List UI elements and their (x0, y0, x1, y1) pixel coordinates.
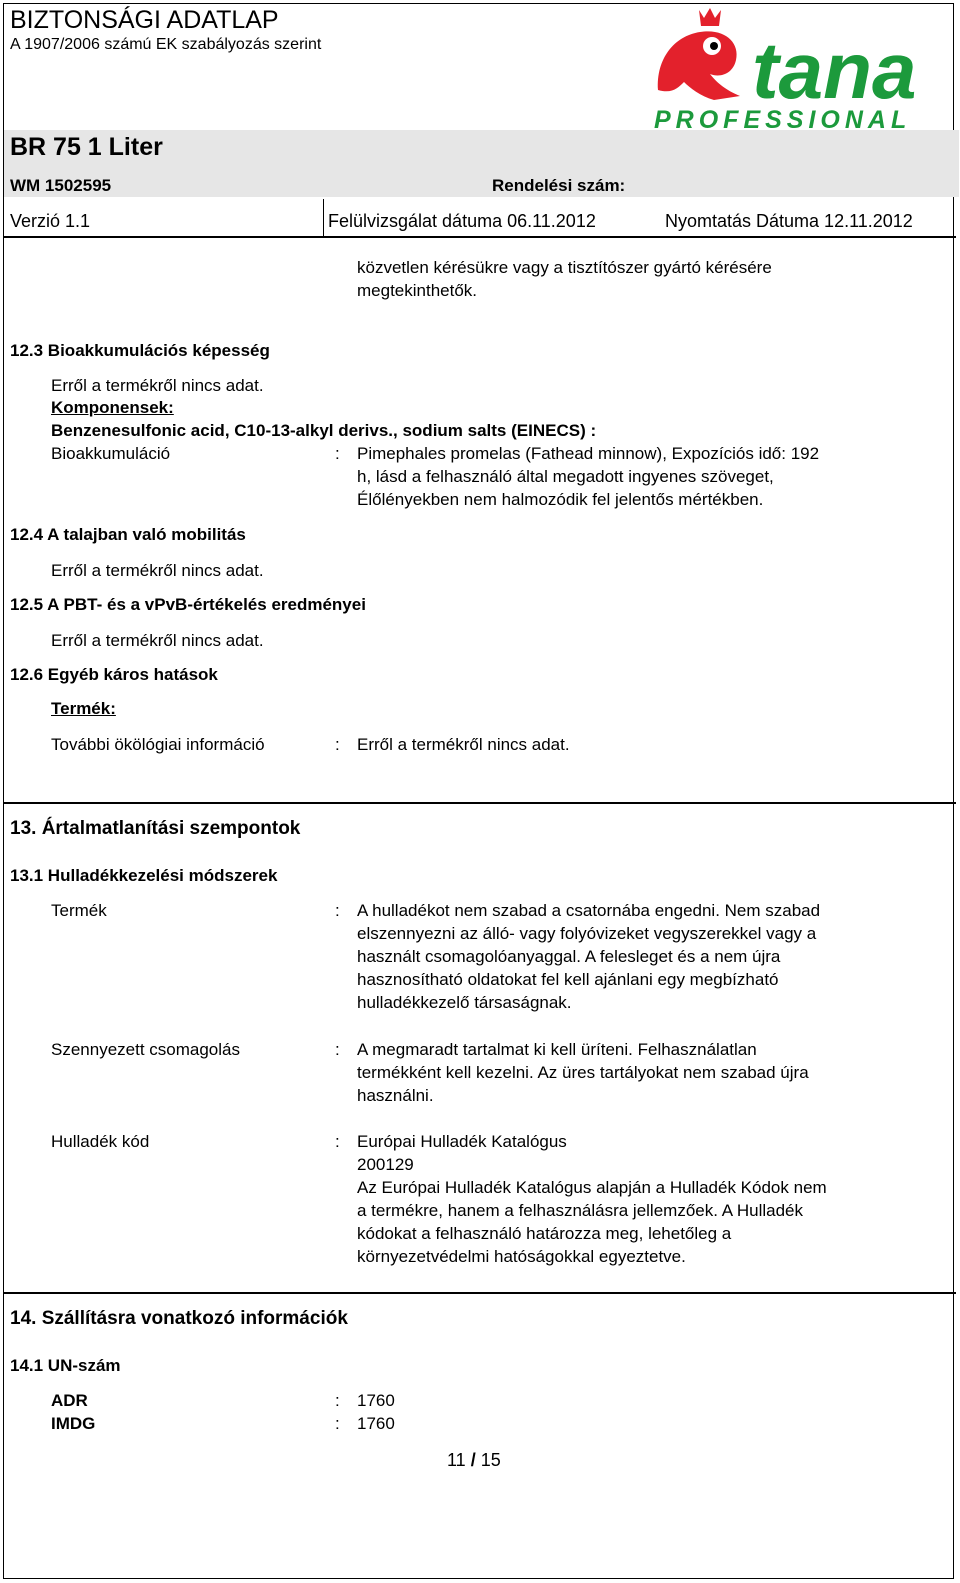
colon: : (335, 444, 340, 463)
page-separator: / (470, 1450, 476, 1470)
section-heading: 12.6 Egyéb káros hatások (10, 665, 218, 684)
colon: : (335, 1040, 340, 1059)
field-label: Bioakkumuláció (51, 444, 171, 463)
wm-number: WM 1502595 (10, 176, 112, 195)
field-value-line: környezetvédelmi hatóságokkal egyeztetve. (357, 1247, 686, 1266)
field-value-line: A megmaradt tartalmat ki kell üríteni. Felhasználatlan (357, 1040, 757, 1059)
company-logo (654, 4, 944, 132)
header-divider (323, 199, 324, 237)
product-label: Termék: (51, 699, 116, 718)
transport-value: 1760 (357, 1391, 395, 1410)
logo-brand: tana (752, 26, 917, 115)
field-value-line: hulladékkezelő társaságnak. (357, 993, 572, 1012)
field-value-line: Az Európai Hulladék Katalógus alapján a Hulladék Kódok nem (357, 1178, 827, 1197)
continuation-line: közvetlen kérésükre vagy a tisztítószer gyártó kérésére (357, 258, 772, 277)
component-name: Benzenesulfonic acid, C10-13-alkyl derivs., sodium salts (EINECS) : (51, 421, 597, 440)
colon: : (335, 1132, 340, 1151)
subsection-heading: 14.1 UN-szám (10, 1356, 121, 1375)
colon: : (335, 1414, 340, 1433)
frog-icon (654, 4, 944, 132)
document-subtitle: A 1907/2006 számú EK szabályozás szerint (10, 36, 322, 53)
no-data-text: Erről a termékről nincs adat. (51, 376, 264, 395)
page-current: 11 (447, 1450, 466, 1470)
field-value-line: Élőlényekben nem halmozódik fel jelentős mértékben. (357, 490, 764, 509)
transport-value: 1760 (357, 1414, 395, 1433)
section-heading: 14. Szállításra vonatkozó információk (10, 1308, 348, 1329)
page-total: 15 (480, 1450, 501, 1470)
print-date: Nyomtatás Dátuma 12.11.2012 (665, 211, 913, 231)
field-value-line: Európai Hulladék Katalógus (357, 1132, 567, 1151)
field-value-line: elszennyezni az álló- vagy folyóvizeket vegyszerekkel vagy a (357, 924, 817, 943)
logo-tagline: PROFESSIONAL (654, 106, 912, 132)
order-number-label: Rendelési szám: (492, 176, 626, 195)
page-number (447, 1449, 501, 1471)
field-label: Hulladék kód (51, 1132, 150, 1151)
product-name: BR 75 1 Liter (10, 133, 163, 161)
field-value-line: használni. (357, 1086, 434, 1105)
field-value-line: Pimephales promelas (Fathead minnow), Expozíciós idő: 192 (357, 444, 820, 463)
transport-label: ADR (51, 1391, 88, 1410)
field-value: Erről a termékről nincs adat. (357, 735, 570, 754)
no-data-text: Erről a termékről nincs adat. (51, 561, 264, 580)
section-heading: 13. Ártalmatlanítási szempontok (10, 818, 301, 839)
revision-date: Felülvizsgálat dátuma 06.11.2012 (328, 211, 596, 231)
header-rule (4, 236, 956, 238)
colon: : (335, 901, 340, 920)
section-heading: 12.4 A talajban való mobilitás (10, 525, 246, 544)
section-heading: 12.3 Bioakkumulációs képesség (10, 341, 270, 360)
colon: : (335, 1391, 340, 1410)
field-value-line: h, lásd a felhasználó által megadott ingyenes szöveget, (357, 467, 774, 486)
field-value-line: a termékre, hanem a felhasználásra jellemzőek. A Hulladék (357, 1201, 804, 1220)
section-heading: 12.5 A PBT- és a vPvB-értékelés eredményei (10, 595, 366, 614)
document-title: BIZTONSÁGI ADATLAP (10, 6, 279, 34)
section-rule (4, 802, 956, 804)
field-value-line: 200129 (357, 1155, 414, 1174)
field-label: Termék (51, 901, 107, 920)
continuation-line: megtekinthetők. (357, 281, 478, 300)
no-data-text: Erről a termékről nincs adat. (51, 631, 264, 650)
transport-label: IMDG (51, 1414, 96, 1433)
section-rule (4, 1292, 956, 1294)
field-value-line: termékként kell kezelni. Az üres tartályokat nem szabad újra (357, 1063, 809, 1082)
field-value-line: hasznosítható oldatokat fel kell ajánlani egy megbízható (357, 970, 779, 989)
page-frame (3, 3, 954, 1579)
field-label: Szennyezett csomagolás (51, 1040, 240, 1059)
field-value-line: használt csomagolóanyaggal. A felesleget és a nem újra (357, 947, 781, 966)
field-value-line: A hulladékot nem szabad a csatornába engedni. Nem szabad (357, 901, 821, 920)
components-label: Komponensek: (51, 398, 174, 417)
field-label: További ökölógiai információ (51, 735, 265, 754)
subsection-heading: 13.1 Hulladékkezelési módszerek (10, 866, 278, 885)
field-value-line: kódokat a felhasználó határozza meg, lehetőleg a (357, 1224, 732, 1243)
version: Verzió 1.1 (10, 211, 91, 231)
colon: : (335, 735, 340, 754)
